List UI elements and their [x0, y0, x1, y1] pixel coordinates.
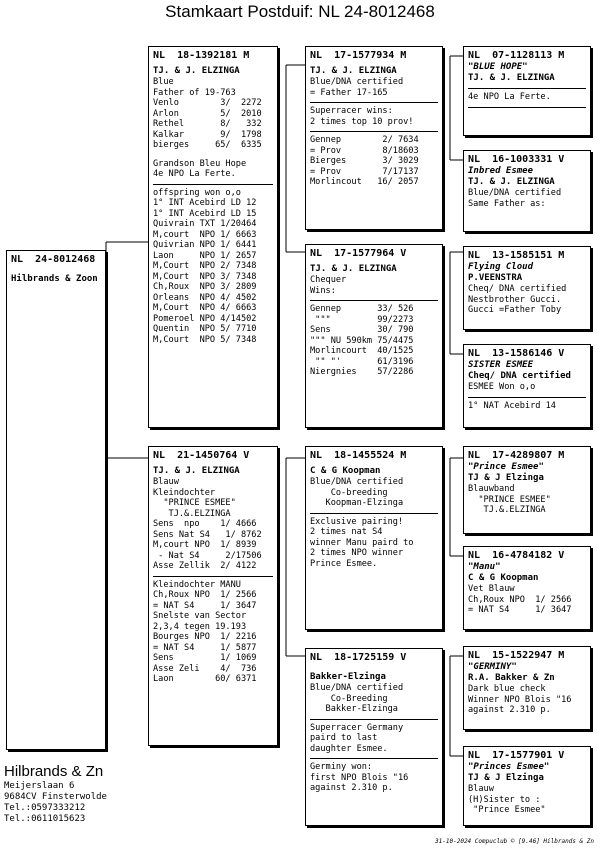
sds-card	[463, 246, 591, 330]
ddd-nickname: "Princes Esmee"	[468, 762, 550, 772]
dam-results2-line: Snelste van Sector	[153, 611, 247, 621]
sire-results2-line: 1° INT Acebird LD 12	[153, 198, 257, 208]
sd-results1-line: Morlincourt 40/1525	[310, 346, 414, 356]
ds-lines1-line: Co-breeding	[310, 487, 388, 498]
dss-lines1-line: Blauwband	[468, 484, 515, 494]
sd-results1-line: """ NU 590km 75/4475	[310, 335, 414, 346]
dss-card	[463, 446, 591, 534]
sire-results1-line: Arlon 5/ 2010	[153, 108, 262, 119]
sire-results2-line: M,Court NPO 5/ 7348	[153, 334, 257, 345]
sd-lines1-line: Wins:	[310, 285, 336, 296]
dds-description	[468, 684, 586, 716]
ssd-description	[468, 188, 586, 209]
sire-results	[153, 98, 273, 151]
dss-lines1-line: TJ.&.ELZINGA	[468, 505, 546, 515]
ss-lines1-line: Blue/DNA certified	[310, 77, 404, 87]
dds-card	[463, 646, 591, 730]
dam-results2-line: Ch,Roux NPO 1/ 2566	[153, 590, 257, 600]
ss-results1-line: Superracer wins:	[310, 106, 393, 116]
sd-results1-line: Sens 30/ 790	[310, 325, 414, 335]
subject-owner: Hilbrands & Zoon	[11, 274, 98, 284]
breeder-city: 9684CV Finsterwolde	[4, 792, 107, 802]
sss-owner: TJ. & J. ELZINGA	[468, 73, 555, 83]
sss-card	[463, 46, 591, 136]
dam-results2-line: Sens 1/ 1069	[153, 653, 257, 663]
ds-ring: NL 18-1455524 M	[310, 450, 407, 461]
ssd-lines1-line: Same Father as:	[468, 198, 546, 209]
breeder-address: Meijerslaan 6	[4, 781, 75, 791]
sdd-results	[468, 401, 586, 412]
dam-sire-card	[305, 446, 443, 630]
sire-sire-card	[305, 46, 443, 230]
dam-results2-line: Bourges NPO 1/ 2216	[153, 632, 257, 642]
dss-description	[468, 484, 586, 516]
dam-owner: TJ. & J. ELZINGA	[153, 466, 240, 476]
ss-results2-line: Morlincout 16/ 2057	[310, 177, 419, 187]
sdd-owner: Cheq/ DNA certified	[468, 371, 571, 381]
ssd-lines1-line: Blue/DNA certified	[468, 188, 562, 198]
sire-lines2-line: 4e NPO La Ferte.	[153, 169, 236, 179]
sds-lines1-line: Cheq/ DNA certified	[468, 284, 567, 294]
dds-lines1-line: Dark blue check	[468, 684, 546, 694]
sire-lines1-line: Blue	[153, 77, 174, 87]
sdd-card	[463, 344, 591, 428]
dam-ring: NL 21-1450764 V	[153, 450, 250, 461]
dam-results1-line: Asse Zellik 2/ 4122	[153, 561, 257, 571]
sire-results2-line: Quivrain TXT 1/20464	[153, 219, 257, 229]
dsd-lines1-line: Ch,Roux NPO 1/ 2566	[468, 594, 572, 605]
sd-description	[310, 275, 438, 296]
sire-results1-line: Rethel 8/ 332	[153, 119, 262, 129]
footer-credit: 31-10-2024 Compuclub © [9.46] Hilbrands & Zn	[435, 838, 594, 845]
dd-results2-line: against 2.310 p.	[310, 783, 393, 793]
sdd-ring: NL 13-1586146 V	[468, 348, 565, 359]
ssd-ring: NL 16-1003331 V	[468, 154, 565, 165]
sire-results2-line: M,Court NPO 2/ 7348	[153, 261, 257, 271]
ddd-owner: TJ & J Elzinga	[468, 773, 544, 783]
dd-results2-line: Germiny won:	[310, 762, 373, 772]
ds-results1-line: 2 times NPO winner	[310, 548, 404, 558]
sire-card	[148, 46, 278, 428]
dam-dam-card	[305, 648, 443, 826]
page-title: Stamkaart Postduif: NL 24-8012468	[165, 2, 435, 21]
sire-results2-line: Quentin NPO 5/ 7710	[153, 324, 257, 334]
dam-results2-line: Kleindochter MANU	[153, 579, 241, 590]
sire-results2-line: 1° INT Acebird LD 15	[153, 208, 257, 219]
sdd-results1-line: 1° NAT Acebird 14	[468, 400, 556, 411]
dd-lines1-line: Blue/DNA certified	[310, 683, 404, 693]
ds-results1-line: Exclusive pairing!	[310, 516, 404, 527]
sds-nickname: Flying Cloud	[468, 262, 534, 272]
dds-nickname: "GERMINY"	[468, 662, 517, 672]
subject-ring: NL 24-8012468	[11, 254, 96, 265]
dam-results2-line: Asse Zeli 4/ 736	[153, 663, 257, 674]
sd-results1-line: Niergnies 57/2286	[310, 367, 414, 377]
ss-description	[310, 77, 438, 98]
dd-results1-line: daughter Esmee.	[310, 743, 388, 754]
sire-results2-line: M,court NPO 1/ 6663	[153, 229, 257, 240]
sire-results2-line: offspring won o,o	[153, 187, 241, 198]
dd-ring: NL 18-1725159 V	[310, 652, 407, 663]
dam-lines1-line: TJ.&.ELZINGA	[153, 508, 231, 519]
dsd-ring: NL 16-4784182 V	[468, 550, 565, 561]
sds-ring: NL 13-1585151 M	[468, 250, 565, 261]
dam-offspring-results	[153, 580, 273, 685]
dam-results2-line: Laon 60/ 6371	[153, 674, 257, 684]
dd-results1-line: Superracer Germany	[310, 722, 404, 733]
sss-results1-line: 4e NPO La Ferte.	[468, 92, 551, 102]
sdd-description	[468, 382, 586, 393]
ssd-nickname: Inbred Esmee	[468, 166, 534, 176]
sdd-nickname: SISTER ESMEE	[468, 360, 534, 370]
sire-lines2-line: Grandson Bleu Hope	[153, 158, 247, 169]
sire-results2-line: Laon NPO 1/ 2657	[153, 250, 257, 261]
sire-results1-line: Kalkar 9/ 1798	[153, 129, 262, 140]
sd-results1-line: "" "' 61/3196	[310, 356, 414, 367]
ss-results2-line: = Prov 8/18603	[310, 145, 419, 156]
ds-results1-line: Prince Esmee.	[310, 558, 378, 569]
dds-lines1-line: against 2.310 p.	[468, 705, 551, 715]
sire-results2-line: Pomeroel NPO 4/14502	[153, 313, 257, 324]
ds-description	[310, 477, 438, 509]
ddd-ring: NL 17-1577901 V	[468, 750, 565, 761]
sire-lines1-line: Father of 19-763	[153, 87, 236, 98]
ss-owner: TJ. & J. ELZINGA	[310, 66, 397, 76]
dss-lines1-line: "PRINCE ESMEE"	[468, 494, 551, 505]
ds-owner: C & G Koopman	[310, 466, 381, 476]
ds-results1-line: winner Manu paird to	[310, 537, 414, 548]
dds-owner: R.A. Bakker & Zn	[468, 673, 555, 683]
ss-results1-line: 2 times top 10 prov!	[310, 116, 414, 127]
ddd-description	[468, 784, 586, 816]
dam-lines1-line: Blauw	[153, 477, 179, 487]
dd-lines1-line: Co-Breeding	[310, 693, 388, 704]
ss-results2-line: Bierges 3/ 3029	[310, 156, 419, 166]
dam-description	[153, 477, 273, 519]
dd-results1-line: paird to last	[310, 733, 378, 743]
dsd-lines1-line: Vet Blauw	[468, 584, 515, 594]
sire-results2-line: M,Court NPO 3/ 7348	[153, 271, 257, 282]
dam-lines1-line: Kleindochter	[153, 487, 216, 498]
dsd-nickname: "Manu"	[468, 562, 501, 572]
ds-lines1-line: Blue/DNA certified	[310, 477, 404, 487]
dam-results1-line: - Nat S4 2/17506	[153, 550, 262, 561]
dsd-owner: C & G Koopman	[468, 573, 539, 583]
sss-notes	[468, 92, 586, 103]
dsd-description	[468, 584, 586, 616]
sd-results	[310, 304, 438, 378]
dd-notes	[310, 723, 438, 755]
sds-lines1-line: Gucci =Father Toby	[468, 305, 562, 315]
breeder-info	[4, 763, 107, 825]
ds-results1-line: 2 times nat S4	[310, 527, 383, 537]
dsd-card	[463, 546, 591, 630]
breeder-name: Hilbrands & Zn	[4, 763, 104, 780]
ddd-card	[463, 746, 591, 826]
dam-results2-line: 2,3,4 tegen 19.193	[153, 621, 247, 632]
dam-lines1-line: "PRINCE ESMEE"	[153, 498, 236, 508]
dam-results1-line: M,court NPO 1/ 8939	[153, 540, 257, 550]
ss-results2-line: = Prov 7/17137	[310, 166, 419, 177]
sds-owner: P.VEENSTRA	[468, 273, 523, 283]
sire-notes	[153, 159, 273, 180]
sd-results1-line: """ 99/2273	[310, 314, 414, 325]
dss-nickname: "Prince Esmee"	[468, 462, 544, 472]
ss-notes	[310, 106, 438, 127]
dsd-lines1-line: = NAT S4 1/ 3647	[468, 605, 572, 615]
sire-description	[153, 77, 273, 98]
dd-lines1-line: Bakker-Elzinga	[310, 704, 398, 714]
sdd-lines1-line: ESMEE Won o,o	[468, 382, 536, 392]
breeder-phone-2: Tel.:0611015623	[4, 814, 86, 824]
dam-results1-line: Sens Nat S4 1/ 8762	[153, 529, 262, 540]
sire-offspring-results	[153, 188, 273, 346]
sire-ring: NL 18-1392181 M	[153, 50, 250, 61]
sss-nickname: "BLUE HOPE"	[468, 62, 528, 72]
ss-lines1-line: = Father 17-165	[310, 87, 388, 98]
dd-results	[310, 762, 438, 794]
ds-lines1-line: Koopman-Elzinga	[310, 498, 404, 508]
dss-ring: NL 17-4289807 M	[468, 450, 565, 461]
sds-description	[468, 284, 586, 316]
sss-ring: NL 07-1128113 M	[468, 50, 565, 61]
ss-results2-line: Gennep 2/ 7634	[310, 135, 419, 145]
sd-lines1-line: Chequer	[310, 275, 347, 285]
ss-ring: NL 17-1577934 M	[310, 50, 407, 61]
dd-description	[310, 683, 438, 715]
ssd-card	[463, 150, 591, 232]
sire-results2-line: Quivrian NPO 1/ 6441	[153, 240, 257, 250]
dd-owner: Bakker-Elzinga	[310, 672, 386, 682]
breeder-phone-1: Tel.:0597333212	[4, 803, 86, 813]
ddd-lines1-line: Blauw	[468, 784, 494, 794]
sire-results2-line: Orleans NPO 4/ 4502	[153, 292, 257, 303]
dss-owner: TJ & J Elzinga	[468, 473, 544, 483]
dam-results	[153, 519, 273, 572]
ssd-owner: TJ. & J. ELZINGA	[468, 177, 555, 187]
sd-ring: NL 17-1577964 V	[310, 248, 407, 259]
dam-results1-line: Sens npo 1/ 4666	[153, 519, 257, 529]
sire-results2-line: M,Court NPO 4/ 6663	[153, 303, 257, 313]
sd-results1-line: Gennep 33/ 526	[310, 304, 414, 314]
sire-owner: TJ. & J. ELZINGA	[153, 66, 240, 76]
dds-ring: NL 15-1522947 M	[468, 650, 565, 661]
dam-card	[148, 446, 278, 746]
dd-results2-line: first NPO Blois "16	[310, 772, 409, 783]
dds-lines1-line: Winner NPO Blois "16	[468, 694, 572, 705]
ddd-lines1-line: (H)Sister to :	[468, 794, 541, 805]
sire-dam-card	[305, 244, 443, 428]
sds-lines1-line: Nestbrother Gucci.	[468, 294, 562, 305]
ds-notes	[310, 517, 438, 570]
subject-card	[6, 250, 106, 750]
sire-results1-line: bierges 65/ 6335	[153, 140, 262, 150]
dam-results2-line: = NAT S4 1/ 5877	[153, 642, 257, 653]
sire-results1-line: Venlo 3/ 2272	[153, 98, 262, 108]
ddd-lines1-line: "Prince Esmee"	[468, 805, 546, 815]
sd-owner: TJ. & J. ELZINGA	[310, 264, 397, 274]
ss-results	[310, 135, 438, 188]
dam-results2-line: = NAT S4 1/ 3647	[153, 600, 257, 611]
sire-results2-line: Ch,Roux NPO 3/ 2809	[153, 282, 257, 292]
